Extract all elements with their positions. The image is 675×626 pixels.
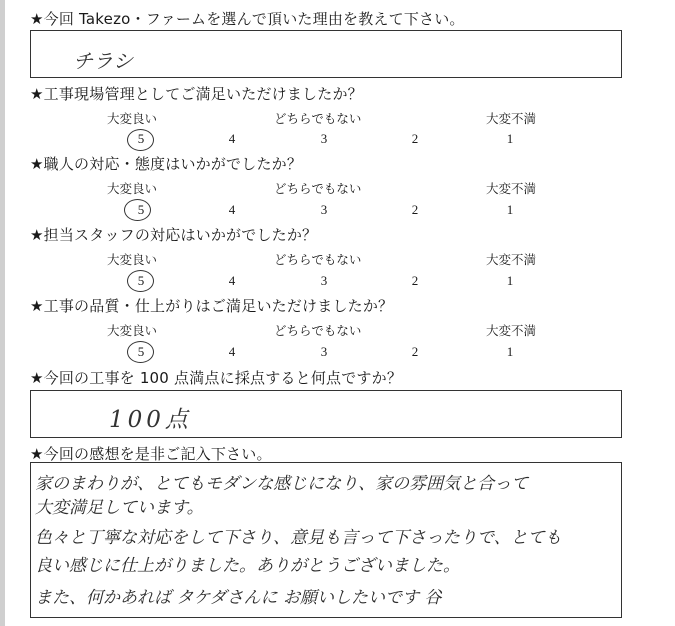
rating-option-1[interactable]: 1 [506, 344, 514, 359]
rating-option-1[interactable]: 1 [506, 273, 514, 288]
rating-option-4[interactable]: 4 [228, 202, 236, 217]
scale-low-label: 大変不満 [486, 252, 537, 267]
scale-mid-label: どちらでもない [274, 252, 362, 267]
question-staff-response-label: ★担当スタッフの対応はいかがでしたか？ [30, 226, 318, 244]
question-quality-label: ★工事の品質・仕上がりはご満足いただけましたか？ [30, 297, 394, 315]
rating-option-5[interactable]: 5 [137, 273, 145, 288]
rating-option-3[interactable]: 3 [320, 131, 328, 146]
rating-option-5[interactable]: 5 [137, 131, 145, 146]
scale-low-label: 大変不満 [486, 323, 537, 338]
scale-mid-label: どちらでもない [274, 323, 362, 338]
question-comments-label: ★今回の感想を是非ご記入下さい。 [30, 445, 272, 463]
rating-option-3[interactable]: 3 [320, 273, 328, 288]
rating-option-4[interactable]: 4 [228, 273, 236, 288]
scale-mid-label: どちらでもない [274, 181, 362, 196]
rating-option-2[interactable]: 2 [411, 273, 419, 288]
score-answer-box[interactable] [30, 390, 622, 438]
comment-line-3: 色々と丁寧な対応をして下さり、意見も言って下さったりで、とても [35, 528, 562, 548]
comment-line-5: また、何かあれば タケダさんに お願いしたいです 谷 [35, 588, 442, 608]
reason-answer-box[interactable] [30, 30, 622, 78]
scan-edge [0, 0, 5, 626]
rating-option-2[interactable]: 2 [411, 202, 419, 217]
rating-option-4[interactable]: 4 [228, 131, 236, 146]
scale-low-label: 大変不満 [486, 111, 537, 126]
question-reason-label: ★今回 Takezo・ファームを選んで頂いた理由を教えて下さい。 [30, 10, 465, 28]
rating-option-5[interactable]: 5 [137, 344, 145, 359]
scale-mid-label: どちらでもない [274, 111, 362, 126]
rating-option-5[interactable]: 5 [137, 202, 145, 217]
comment-line-2: 大変満足しています。 [35, 498, 204, 518]
scale-high-label: 大変良い [107, 323, 158, 338]
rating-option-2[interactable]: 2 [411, 344, 419, 359]
rating-option-3[interactable]: 3 [320, 344, 328, 359]
score-answer-handwriting: 100点 [109, 407, 192, 433]
question-site-management-label: ★工事現場管理としてご満足いただけましたか？ [30, 85, 363, 103]
question-score-label: ★今回の工事を 100 点満点に採点すると何点ですか？ [30, 369, 403, 387]
reason-answer-handwriting: チラシ [73, 49, 133, 73]
scale-high-label: 大変良い [107, 252, 158, 267]
rating-option-2[interactable]: 2 [411, 131, 419, 146]
rating-option-3[interactable]: 3 [320, 202, 328, 217]
rating-option-1[interactable]: 1 [506, 131, 514, 146]
comments-answer-box[interactable] [30, 462, 622, 618]
comment-line-1: 家のまわりが、とてもモダンな感じになり、家の雰囲気と合って [35, 474, 529, 494]
scale-high-label: 大変良い [107, 111, 158, 126]
scale-high-label: 大変良い [107, 181, 158, 196]
question-craftsman-attitude-label: ★職人の対応・態度はいかがでしたか？ [30, 155, 303, 173]
rating-option-1[interactable]: 1 [506, 202, 514, 217]
scale-low-label: 大変不満 [486, 181, 537, 196]
comment-line-4: 良い感じに仕上がりました。ありがとうございました。 [35, 556, 460, 576]
rating-option-4[interactable]: 4 [228, 344, 236, 359]
